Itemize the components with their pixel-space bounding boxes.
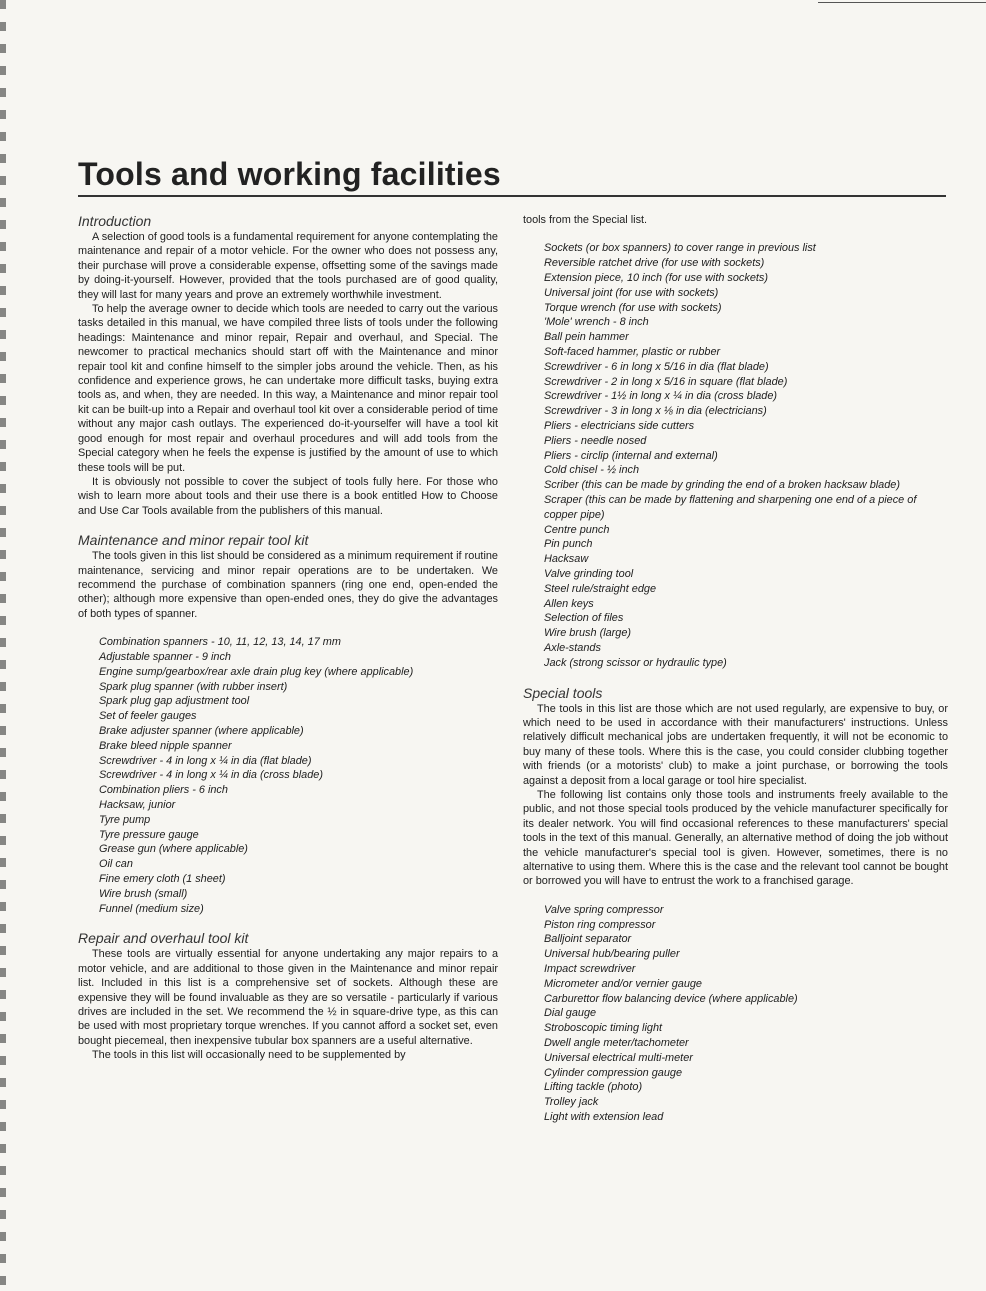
tool-list-item: Sockets (or box spanners) to cover range in previous list (544, 242, 816, 255)
tool-list-item: Micrometer and/or vernier gauge (544, 977, 702, 990)
intro-paragraph-3: It is obviously not possible to cover the subject of tools fully here. For those who wish to learn more about tools and their use there is a book entitled How to Choose and Use Car Tools available from the publishers of this manual. (78, 475, 498, 517)
tool-list-item: Combination spanners - 10, 11, 12, 13, 14, 17 mm (99, 636, 341, 649)
repair-continuation: tools from the Special list. (523, 214, 648, 226)
tool-list-item: Lifting tackle (photo) (544, 1081, 643, 1094)
tool-list-item: Centre punch (544, 523, 610, 536)
tool-list-item: Combination pliers - 6 inch (99, 784, 228, 797)
tool-list-item: Scriber (this can be made by grinding the end of a broken hacksaw blade) (544, 479, 900, 492)
repair-tool-list (523, 241, 948, 670)
tool-list-item: Scraper (this can be made by flattening and sharpening one end of a piece of copper pipe) (544, 493, 917, 521)
page-binding-edge (0, 0, 6, 1291)
tool-list-item: Reversible ratchet drive (for use with sockets) (544, 257, 765, 270)
tool-list-item: Tyre pump (99, 813, 151, 826)
left-column (78, 213, 498, 1063)
tool-list-item: Ball pein hammer (544, 331, 629, 344)
tool-list-item: Screwdriver - 4 in long x ¼ in dia (cross blade) (99, 769, 323, 782)
tool-list-item: Light with extension lead (544, 1110, 664, 1123)
tool-list-item: Extension piece, 10 inch (for use with sockets) (544, 272, 768, 284)
tool-list-item: Tyre pressure gauge (99, 828, 199, 841)
tool-list-item: Piston ring compressor (544, 918, 656, 931)
intro-heading: Introduction (78, 213, 152, 229)
tool-list-item: Screwdriver - 2 in long x 5/16 in square (flat blade) (544, 375, 788, 388)
tool-list-item: Universal joint (for use with sockets) (544, 286, 719, 299)
tool-list-item: Grease gun (where applicable) (99, 843, 248, 856)
repair-paragraph-1: These tools are virtually essential for anyone undertaking any major repairs to a motor vehicle, and are additional to those given in the Maintenance and minor repair list. Included in this list is a comprehensive set of sockets. Although these are expensive they will be found invaluable as they are so versatile - particularly if various drives are included in the set. We recommend the ½ in square-drive type, as this can be used with most proprietary torque wrenches. If you cannot afford a socket set, even bought piecemeal, then inexpensive tubular box spanners are a useful alternative. (78, 948, 498, 1047)
maintenance-paragraph: The tools given in this list should be considered as a minimum requirement if routine maintenance, servicing and minor repair operations are to be undertaken. We recommend the purchase of combination spanners (ring one end, open-ended the other); although more expensive than open-ended ones, they do give the advantages of both types of spanner. (78, 550, 498, 620)
tool-list-item: Axle-stands (544, 641, 601, 654)
tool-list-item: Screwdriver - 3 in long x ⅛ in dia (electricians) (544, 405, 767, 418)
intro-paragraph-1: A selection of good tools is a fundamental requirement for anyone contemplating the maintenance and repair of a motor vehicle. For the owner who does not possess any, their purchase will prove a considerable expense, offsetting some of the savings made by doing-it-yourself. However, provided that the tools purchased are of good quality, they will last for many years and prove an extremely worthwhile investment. (78, 231, 498, 301)
tool-list-item: Wire brush (small) (99, 887, 188, 900)
top-edge-line (818, 2, 986, 3)
tool-list-item: Steel rule/straight edge (544, 582, 657, 595)
tool-list-item: Wire brush (large) (544, 627, 632, 640)
tool-list-item: Allen keys (544, 597, 594, 610)
tool-list-item: Trolley jack (544, 1096, 599, 1109)
right-column (523, 213, 948, 1125)
tool-list-item: Torque wrench (for use with sockets) (544, 301, 722, 314)
maintenance-heading: Maintenance and minor repair tool kit (78, 532, 309, 549)
tool-list-item: Brake bleed nipple spanner (99, 739, 232, 752)
title-rule (78, 195, 946, 197)
tool-list-item: Valve grinding tool (544, 567, 634, 580)
special-heading: Special tools (523, 684, 603, 701)
tool-list-item: Jack (strong scissor or hydraulic type) (544, 656, 727, 669)
tool-list-item: Adjustable spanner - 9 inch (99, 650, 231, 663)
tool-list-item: Valve spring compressor (544, 903, 664, 916)
tool-list-item: Hacksaw (544, 553, 589, 566)
tool-list-item: Fine emery cloth (1 sheet) (99, 872, 226, 885)
tool-list-item: Cylinder compression gauge (544, 1066, 683, 1079)
tool-list-item: Stroboscopic timing light (544, 1022, 663, 1035)
tool-list-item: 'Mole' wrench - 8 inch (544, 316, 649, 329)
tool-list-item: Brake adjuster spanner (where applicable) (99, 724, 304, 737)
tool-list-item: Engine sump/gearbox/rear axle drain plug key (where applicable) (99, 665, 414, 678)
special-paragraph-2: The following list contains only those tools and instruments freely available to the public, and not those special tools produced by the vehicle manufacturer specifically for its dealer network. You will find occasional references to these manufacturers' special tools in the text of this manual. Generally, an alternative method of doing the job without the vehicle manufacturer's special tool is given. However, sometimes, there is no alternative to using them. Where this is the case and the relevant tool cannot be bought or borrowed you will have to entrust the work to a franchised garage. (523, 788, 948, 888)
tool-list-item: Universal hub/bearing puller (544, 948, 680, 961)
tool-list-item: Screwdriver - 6 in long x 5/16 in dia (flat blade) (544, 360, 769, 373)
tool-list-item: Dwell angle meter/tachometer (544, 1036, 689, 1049)
special-tool-list (523, 903, 948, 1125)
tool-list-item: Spark plug gap adjustment tool (99, 695, 250, 708)
tool-list-item: Hacksaw, junior (99, 798, 176, 811)
tool-list-item: Cold chisel - ½ inch (544, 464, 640, 477)
maintenance-tool-list (78, 635, 498, 916)
page-title: Tools and working facilities (78, 156, 501, 192)
tool-list-item: Funnel (medium size) (99, 902, 204, 915)
tool-list-item: Balljoint separator (544, 933, 632, 946)
tool-list-item: Pliers - electricians side cutters (544, 419, 695, 432)
tool-list-item: Oil can (99, 858, 133, 871)
tool-list-item: Screwdriver - 1½ in long x ¼ in dia (cross blade) (544, 390, 778, 403)
tool-list-item: Pin punch (544, 538, 593, 551)
tool-list-item: Pliers - circlip (internal and external) (544, 449, 718, 462)
repair-paragraph-2: The tools in this list will occasionally need to be supplemented by (92, 1049, 406, 1062)
tool-list-item: Spark plug spanner (with rubber insert) (99, 680, 288, 693)
tool-list-item: Soft-faced hammer, plastic or rubber (544, 345, 721, 358)
intro-paragraph-2: To help the average owner to decide which tools are needed to carry out the various tasks detailed in this manual, we have compiled three lists of tools under the following headings: Maintenance and minor repair, Repair and overhaul, and Special. The newcomer to practical mechanics should start off with the Maintenance and minor repair tool kit and confine himself to the simpler jobs around the vehicle. Then, as his confidence and experience grows, he can undertake more difficult tasks, buying extra tools as, and when, they are needed. In this way, a Maintenance and minor repair tool kit can be built-up into a Repair and overhaul tool kit over a considerable period of time without any major cash outlays. The experienced do-it-yourselfer will have a tool kit good enough for most repair and overhaul procedures and will add tools from the Special category when he feels the expense is justified by the amount of use to which these tools will be put. (78, 303, 498, 474)
tool-list-item: Set of feeler gauges (99, 710, 197, 723)
tool-list-item: Impact screwdriver (544, 962, 636, 975)
tool-list-item: Dial gauge (544, 1007, 597, 1020)
tool-list-item: Carburettor flow balancing device (where applicable) (544, 992, 798, 1005)
tool-list-item: Screwdriver - 4 in long x ¼ in dia (flat blade) (99, 754, 312, 767)
tool-list-item: Universal electrical multi-meter (544, 1051, 693, 1064)
tool-list-item: Pliers - needle nosed (544, 434, 647, 447)
repair-heading: Repair and overhaul tool kit (78, 930, 249, 947)
special-paragraph-1: The tools in this list are those which are not used regularly, are expensive to buy, or which need to be used in accordance with their manufacturers' instructions. Unless relatively difficult mechanical jobs are undertaken frequently, it will not be economic to buy many of these tools. Where this is the case, you could consider clubbing together with friends (or a motorists' club) to make a joint purchase, or borrowing the tools against a deposit from a local garage or tool hire specialist. (523, 702, 948, 787)
tool-list-item: Selection of files (544, 612, 624, 625)
